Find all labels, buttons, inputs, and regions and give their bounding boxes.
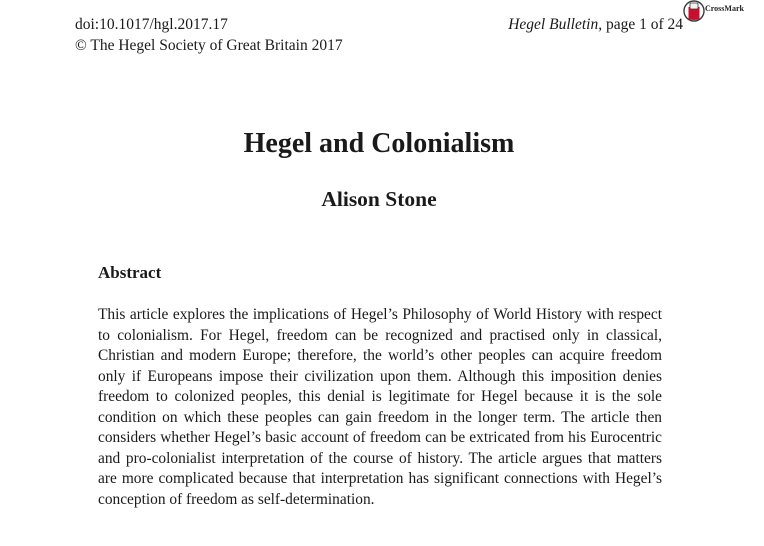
copyright-line: © The Hegel Society of Great Britain 2017 (75, 37, 343, 54)
running-head (508, 15, 683, 35)
page-info: , page 1 of 24 (598, 16, 683, 33)
crossmark-badge[interactable] (683, 0, 763, 22)
article-author: Alison Stone (321, 187, 437, 211)
article-title: Hegel and Colonialism (243, 128, 515, 159)
abstract-text: This article explores the implications of Hegel’s Philosophy of World History with respect to colonialism. For Hegel, freedom can be recognized and practised only in classical, Christian and modern Europe; therefore, the world’s other peoples can acquire freedom only if Europeans impose their civilization upon them. Although this imposition denies freedom to colonized peoples, this denial is legitimate for Hegel because it is the sole condition on which these peoples can gain freedom in the longer term. The article then considers whether Hegel’s basic account of freedom can be extricated from his Eurocentric and pro-colonialist interpretation of the course of history. The article argues that matters are more complicated because that interpretation has significant connections with Hegel’s conception of freedom as self-determination. (98, 306, 662, 508)
doi-line[interactable]: doi:10.1017/hgl.2017.17 (75, 16, 228, 33)
abstract-heading: Abstract (98, 263, 162, 282)
crossmark-icon (683, 0, 705, 22)
crossmark-label: CrossMark (705, 4, 744, 13)
journal-name: Hegel Bulletin (508, 16, 599, 33)
